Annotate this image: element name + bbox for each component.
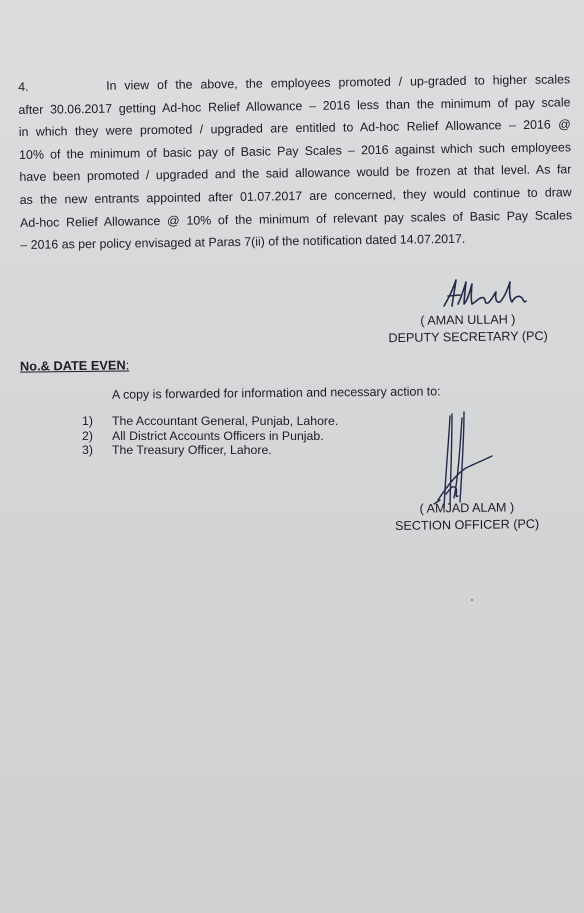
reference-label: No.& DATE EVEN <box>19 357 126 374</box>
page-speck <box>471 599 473 601</box>
list-item-number: 1) <box>82 414 93 428</box>
paragraph-line: 10% of the minimum of basic pay of Basic Pay Scales – 2016 against which such employees <box>19 140 572 162</box>
reference-colon: : <box>125 357 130 373</box>
forwarding-note: A copy is forwarded for information and necessary action to: <box>111 384 441 402</box>
list-item <box>82 414 338 429</box>
paragraph-line: as the new entrants appointed after 01.07.2017 are concerned, they would continue to draw <box>19 185 572 207</box>
signatory-name: ( AMJAD ALAM ) <box>419 500 515 516</box>
reference-line <box>20 357 129 373</box>
list-item-text: The Accountant General, Punjab, Lahore. <box>112 414 339 428</box>
paragraph-line: in which they were promoted / upgraded are entitled to Ad-hoc Relief Allowance – 2016 @ <box>18 117 571 140</box>
list-item-number: 2) <box>82 428 93 443</box>
list-item-text: All District Accounts Officers in Punjab. <box>112 428 324 443</box>
signature-aman-ullah <box>440 276 530 312</box>
signatory-name: ( AMAN ULLAH ) <box>420 312 516 328</box>
paragraph-line-text: In view of the above, the employees promoted / up-graded to higher scales <box>106 72 571 93</box>
paragraph-line: have been promoted / upgraded and the said allowance would be frozen at that level. As far <box>19 162 572 185</box>
list-item-text: The Treasury Officer, Lahore. <box>112 443 272 457</box>
paragraph-line: – 2016 as per policy envisaged at Paras 7(ii) of the notification dated 14.07.2017. <box>20 231 466 253</box>
paragraph-number: 4. <box>18 79 29 94</box>
paragraph-line: after 30.06.2017 getting Ad-hoc Relief Allowance – 2016 less than the minimum of pay scale <box>18 94 571 117</box>
distribution-list <box>82 414 338 458</box>
paragraph-line: Ad-hoc Relief Allowance @ 10% of the minimum of relevant pay scales of Basic Pay Scales <box>19 207 573 230</box>
paragraph-4 <box>18 68 572 256</box>
signature-amjad-alam <box>416 408 502 512</box>
signatory-block-1 <box>378 311 558 348</box>
signatory-designation: SECTION OFFICER (PC) <box>394 516 540 534</box>
signatory-block-2 <box>384 499 550 535</box>
list-item <box>82 443 338 458</box>
signatory-designation: DEPUTY SECRETARY (PC) <box>388 328 548 346</box>
list-item <box>82 429 338 444</box>
list-item-number: 3) <box>82 443 93 457</box>
